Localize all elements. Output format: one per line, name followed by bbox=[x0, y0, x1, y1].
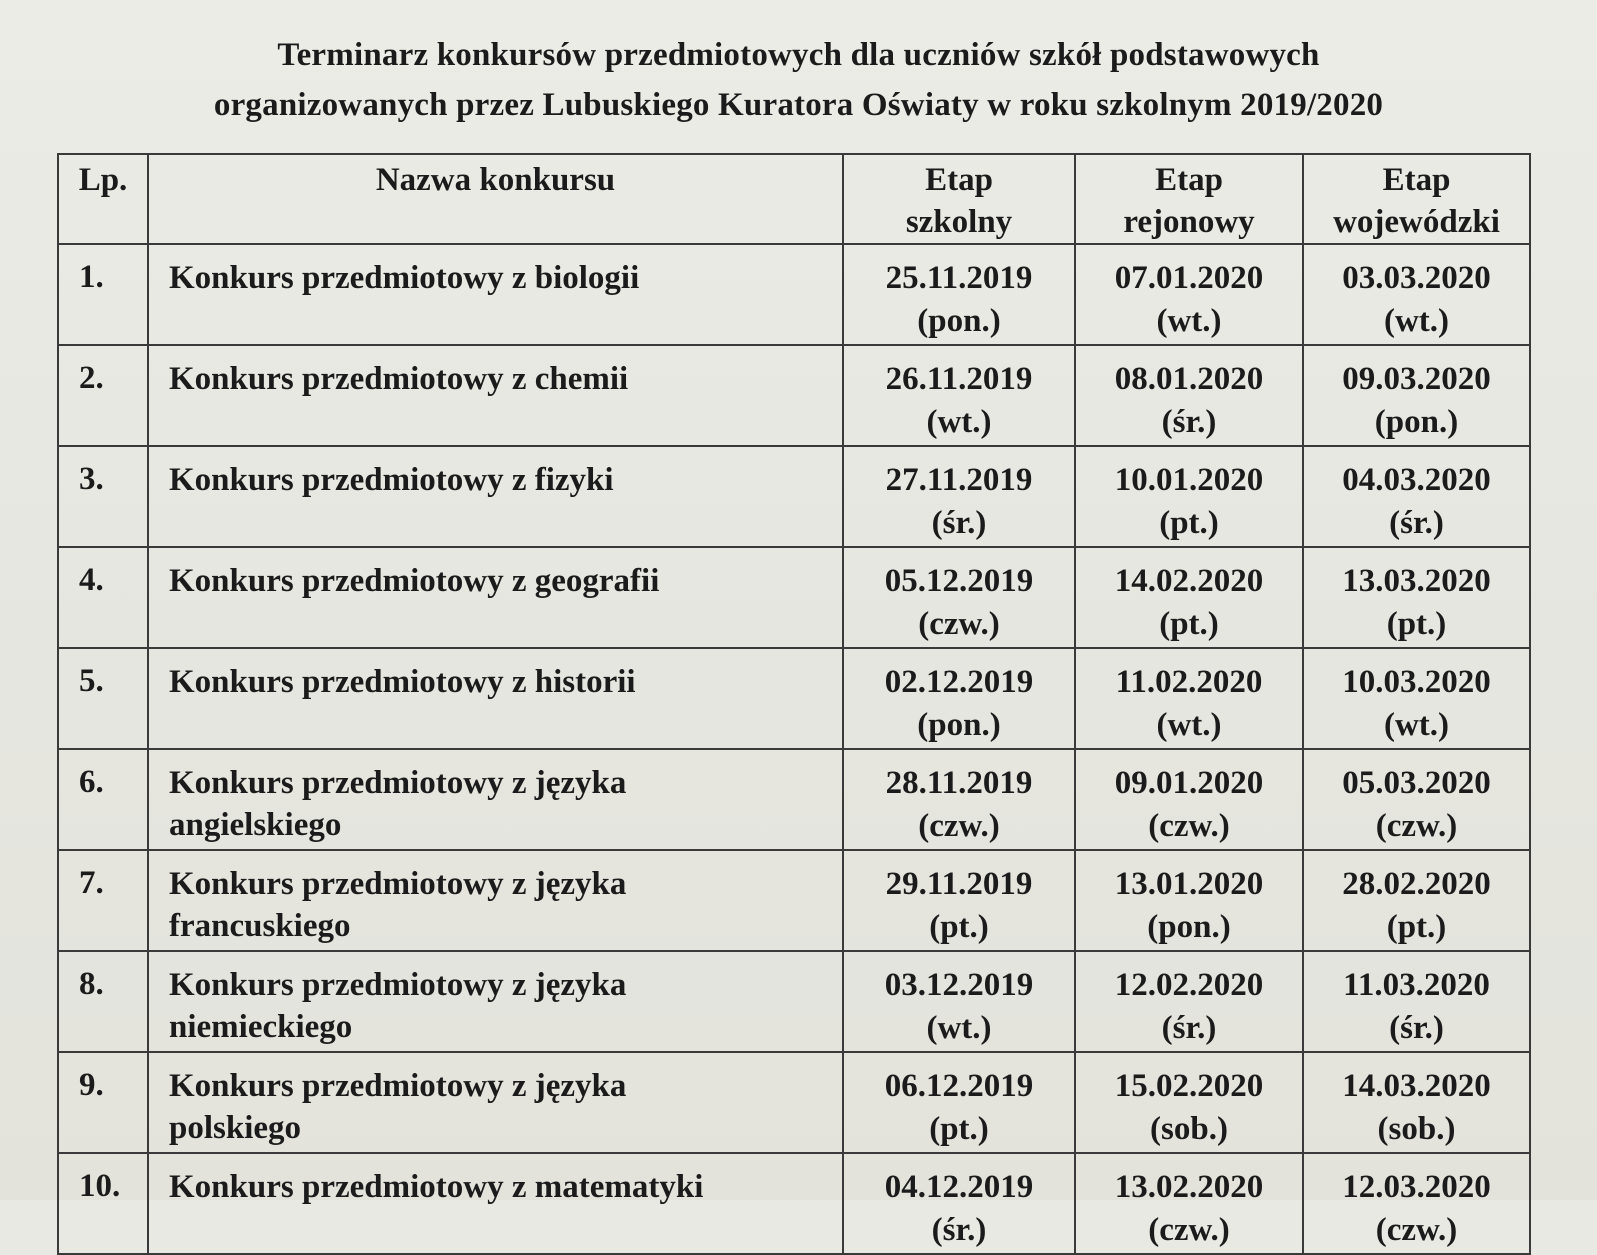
school-stage-date: 28.11.2019 bbox=[885, 765, 1033, 801]
voivodeship-stage-date: 11.03.2020 bbox=[1343, 967, 1490, 1003]
table-row bbox=[58, 345, 1530, 446]
header-name: Nazwa konkursu bbox=[148, 154, 843, 244]
contest-name bbox=[148, 749, 843, 850]
school-stage-day: (śr.) bbox=[931, 1212, 987, 1248]
contest-name-line1: Konkurs przedmiotowy z geografii bbox=[169, 563, 660, 599]
voivodeship-stage-cell bbox=[1303, 244, 1530, 345]
regional-stage-date: 07.01.2020 bbox=[1114, 260, 1264, 296]
regional-stage-cell bbox=[1075, 1153, 1303, 1254]
row-number: 5. bbox=[58, 648, 148, 749]
voivodeship-stage-date: 05.03.2020 bbox=[1342, 765, 1491, 801]
voivodeship-stage-date: 09.03.2020 bbox=[1342, 361, 1491, 397]
regional-stage-day: (sob.) bbox=[1150, 1111, 1228, 1147]
voivodeship-stage-date: 03.03.2020 bbox=[1342, 260, 1491, 296]
voivodeship-stage-day: (czw.) bbox=[1375, 1212, 1458, 1248]
table-row bbox=[58, 547, 1530, 648]
contest-name-line2: francuskiego bbox=[169, 908, 351, 944]
table-row bbox=[58, 850, 1530, 951]
header-school-stage-line2: szkolny bbox=[905, 204, 1013, 240]
contest-name-line1: Konkurs przedmiotowy z języka bbox=[169, 866, 627, 902]
regional-stage-day: (wt.) bbox=[1156, 303, 1222, 339]
row-number: 10. bbox=[58, 1153, 148, 1254]
school-stage-date: 02.12.2019 bbox=[884, 664, 1034, 700]
contest-name-line1: Konkurs przedmiotowy z historii bbox=[169, 664, 636, 700]
regional-stage-cell bbox=[1075, 648, 1303, 749]
header-school-stage bbox=[843, 154, 1075, 244]
table-row bbox=[58, 951, 1530, 1052]
row-number: 7. bbox=[58, 850, 148, 951]
contest-name bbox=[148, 547, 843, 648]
row-number: 6. bbox=[58, 749, 148, 850]
school-stage-cell bbox=[843, 951, 1075, 1052]
row-number: 8. bbox=[58, 951, 148, 1052]
table-row bbox=[58, 749, 1530, 850]
title-line-2: organizowanych przez Lubuskiego Kuratora Oświaty w roku szkolnym 2019/2020 bbox=[213, 87, 1384, 123]
voivodeship-stage-cell bbox=[1303, 850, 1530, 951]
regional-stage-date: 13.02.2020 bbox=[1114, 1169, 1264, 1205]
voivodeship-stage-day: (czw.) bbox=[1375, 808, 1458, 844]
school-stage-cell bbox=[843, 547, 1075, 648]
regional-stage-day: (pt.) bbox=[1159, 606, 1219, 642]
school-stage-date: 03.12.2019 bbox=[884, 967, 1034, 1003]
regional-stage-cell bbox=[1075, 850, 1303, 951]
table-row bbox=[58, 1153, 1530, 1254]
voivodeship-stage-cell bbox=[1303, 951, 1530, 1052]
voivodeship-stage-day: (pt.) bbox=[1386, 909, 1447, 945]
regional-stage-day: (śr.) bbox=[1161, 1010, 1217, 1046]
regional-stage-cell bbox=[1075, 951, 1303, 1052]
regional-stage-day: (czw.) bbox=[1148, 1212, 1230, 1248]
school-stage-day: (wt.) bbox=[926, 1010, 992, 1046]
header-regional-stage-line1: Etap bbox=[1155, 162, 1223, 198]
school-stage-day: (czw.) bbox=[918, 808, 1000, 844]
regional-stage-day: (pon.) bbox=[1147, 909, 1231, 945]
voivodeship-stage-date: 10.03.2020 bbox=[1342, 664, 1491, 700]
header-voivodeship-stage-line1: Etap bbox=[1382, 162, 1451, 198]
contest-name bbox=[148, 648, 843, 749]
contest-name bbox=[148, 1153, 843, 1254]
header-regional-stage bbox=[1075, 154, 1303, 244]
school-stage-cell bbox=[843, 244, 1075, 345]
voivodeship-stage-day: (pon.) bbox=[1374, 404, 1459, 440]
voivodeship-stage-cell bbox=[1303, 547, 1530, 648]
contest-name-line1: Konkurs przedmiotowy z języka bbox=[169, 1068, 627, 1104]
voivodeship-stage-cell bbox=[1303, 446, 1530, 547]
row-number: 3. bbox=[58, 446, 148, 547]
row-number: 1. bbox=[58, 244, 148, 345]
school-stage-date: 27.11.2019 bbox=[885, 462, 1033, 498]
contest-name-line2: angielskiego bbox=[169, 807, 342, 843]
contest-name-line1: Konkurs przedmiotowy z języka bbox=[169, 765, 627, 801]
contest-name-line2: niemieckiego bbox=[169, 1009, 353, 1045]
contest-name-line1: Konkurs przedmiotowy z matematyki bbox=[169, 1169, 704, 1205]
voivodeship-stage-date: 14.03.2020 bbox=[1342, 1068, 1491, 1104]
voivodeship-stage-cell bbox=[1303, 345, 1530, 446]
school-stage-date: 06.12.2019 bbox=[884, 1068, 1034, 1104]
school-stage-day: (pt.) bbox=[929, 909, 989, 945]
contest-name-line1: Konkurs przedmiotowy z fizyki bbox=[169, 462, 614, 498]
regional-stage-cell bbox=[1075, 1052, 1303, 1153]
school-stage-day: (pon.) bbox=[917, 303, 1001, 339]
voivodeship-stage-day: (wt.) bbox=[1383, 303, 1450, 339]
regional-stage-day: (śr.) bbox=[1161, 404, 1217, 440]
regional-stage-date: 13.01.2020 bbox=[1114, 866, 1264, 902]
contest-name bbox=[148, 850, 843, 951]
school-stage-day: (śr.) bbox=[931, 505, 987, 541]
contest-name bbox=[148, 1052, 843, 1153]
contest-name-line1: Konkurs przedmiotowy z chemii bbox=[169, 361, 629, 397]
school-stage-day: (pon.) bbox=[917, 707, 1001, 743]
voivodeship-stage-date: 13.03.2020 bbox=[1342, 563, 1491, 599]
voivodeship-stage-day: (pt.) bbox=[1386, 606, 1447, 642]
header-voivodeship-stage-line2: wojewódzki bbox=[1333, 204, 1500, 240]
school-stage-day: (pt.) bbox=[929, 1111, 989, 1147]
school-stage-cell bbox=[843, 749, 1075, 850]
contest-name bbox=[148, 446, 843, 547]
voivodeship-stage-day: (śr.) bbox=[1389, 1010, 1444, 1046]
title-line-1: Terminarz konkursów przedmiotowych dla uczniów szkół podstawowych bbox=[277, 37, 1320, 73]
regional-stage-cell bbox=[1075, 244, 1303, 345]
voivodeship-stage-day: (wt.) bbox=[1383, 707, 1450, 743]
header-lp: Lp. bbox=[58, 154, 148, 244]
row-number: 9. bbox=[58, 1052, 148, 1153]
school-stage-cell bbox=[843, 1153, 1075, 1254]
contest-name bbox=[148, 244, 843, 345]
regional-stage-date: 10.01.2020 bbox=[1114, 462, 1264, 498]
header-school-stage-line1: Etap bbox=[925, 162, 993, 198]
regional-stage-date: 14.02.2020 bbox=[1114, 563, 1264, 599]
voivodeship-stage-date: 12.03.2020 bbox=[1342, 1169, 1491, 1205]
table-header-row bbox=[58, 154, 1530, 244]
regional-stage-cell bbox=[1075, 547, 1303, 648]
school-stage-date: 25.11.2019 bbox=[885, 260, 1033, 296]
voivodeship-stage-day: (śr.) bbox=[1389, 505, 1444, 541]
voivodeship-stage-day: (sob.) bbox=[1377, 1111, 1456, 1147]
contest-name-line1: Konkurs przedmiotowy z biologii bbox=[169, 260, 640, 296]
school-stage-day: (czw.) bbox=[918, 606, 1000, 642]
regional-stage-day: (czw.) bbox=[1148, 808, 1230, 844]
regional-stage-day: (pt.) bbox=[1159, 505, 1219, 541]
voivodeship-stage-cell bbox=[1303, 648, 1530, 749]
school-stage-cell bbox=[843, 850, 1075, 951]
regional-stage-cell bbox=[1075, 345, 1303, 446]
contest-name-line1: Konkurs przedmiotowy z języka bbox=[169, 967, 627, 1003]
voivodeship-stage-cell bbox=[1303, 749, 1530, 850]
contest-name bbox=[148, 951, 843, 1052]
voivodeship-stage-cell bbox=[1303, 1052, 1530, 1153]
row-number: 2. bbox=[58, 345, 148, 446]
regional-stage-date: 15.02.2020 bbox=[1114, 1068, 1264, 1104]
school-stage-date: 26.11.2019 bbox=[885, 361, 1033, 397]
contest-name-line2: polskiego bbox=[169, 1110, 302, 1146]
table-row bbox=[58, 648, 1530, 749]
regional-stage-cell bbox=[1075, 446, 1303, 547]
voivodeship-stage-date: 04.03.2020 bbox=[1342, 462, 1491, 498]
school-stage-cell bbox=[843, 648, 1075, 749]
school-stage-date: 29.11.2019 bbox=[885, 866, 1033, 902]
regional-stage-cell bbox=[1075, 749, 1303, 850]
contest-schedule-table bbox=[57, 153, 1531, 1255]
school-stage-date: 04.12.2019 bbox=[884, 1169, 1034, 1205]
school-stage-day: (wt.) bbox=[926, 404, 992, 440]
table-row bbox=[58, 446, 1530, 547]
regional-stage-date: 11.02.2020 bbox=[1115, 664, 1263, 700]
voivodeship-stage-date: 28.02.2020 bbox=[1342, 866, 1491, 902]
table-row bbox=[58, 244, 1530, 345]
voivodeship-stage-cell bbox=[1303, 1153, 1530, 1254]
table-row bbox=[58, 1052, 1530, 1153]
school-stage-date: 05.12.2019 bbox=[884, 563, 1034, 599]
regional-stage-date: 08.01.2020 bbox=[1114, 361, 1264, 397]
regional-stage-date: 09.01.2020 bbox=[1114, 765, 1264, 801]
school-stage-cell bbox=[843, 1052, 1075, 1153]
page-title bbox=[0, 30, 1597, 130]
header-voivodeship-stage bbox=[1303, 154, 1530, 244]
regional-stage-date: 12.02.2020 bbox=[1114, 967, 1264, 1003]
school-stage-cell bbox=[843, 446, 1075, 547]
regional-stage-day: (wt.) bbox=[1156, 707, 1222, 743]
contest-name bbox=[148, 345, 843, 446]
row-number: 4. bbox=[58, 547, 148, 648]
header-regional-stage-line2: rejonowy bbox=[1123, 204, 1255, 240]
school-stage-cell bbox=[843, 345, 1075, 446]
